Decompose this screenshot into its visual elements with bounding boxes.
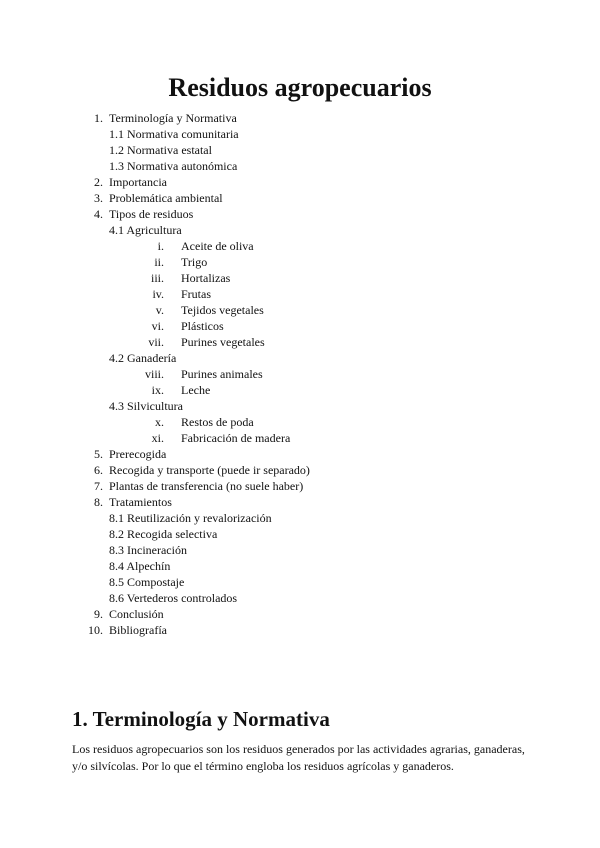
toc-item-label: Aceite de oliva [181, 239, 254, 253]
toc-entry [0, 494, 600, 510]
toc-subentry-label: 8.1 Reutilización y revalorización [109, 511, 272, 525]
toc-entry-label: Recogida y transporte (puede ir separado) [109, 463, 310, 477]
toc-entry-label: Importancia [109, 175, 167, 189]
toc-item-label: Trigo [181, 255, 208, 269]
toc-entry-label: Plantas de transferencia (no suele haber) [109, 479, 304, 493]
toc-subentry-label: 8.2 Recogida selectiva [109, 527, 218, 541]
toc-entry-label: Tratamientos [109, 495, 172, 509]
toc-subentry-label: 8.3 Incineración [109, 543, 187, 557]
toc-entry [0, 398, 600, 414]
toc-entry-label: Bibliografía [109, 623, 167, 637]
toc-item-roman-number: vi. [151, 319, 164, 333]
toc-item-roman-number: viii. [144, 367, 164, 381]
toc-entry [0, 414, 600, 430]
toc-entry [0, 430, 600, 446]
toc-entry [0, 206, 600, 222]
toc-entry-number: 9. [94, 607, 103, 621]
toc-entry-label: Conclusión [109, 607, 164, 621]
toc-item-roman-number: x. [155, 415, 164, 429]
toc-entry-number: 1. [94, 111, 103, 125]
section-heading: 1. Terminología y Normativa [72, 707, 330, 731]
toc-entry-number: 2. [94, 175, 103, 189]
toc-entry-number: 6. [94, 463, 103, 477]
toc-item-roman-number: ix. [151, 383, 164, 397]
toc-entry-number: 3. [94, 191, 103, 205]
toc-item-roman-number: ii. [154, 255, 164, 269]
toc-entry [0, 158, 600, 174]
toc-subentry-label: 8.4 Alpechín [109, 559, 171, 573]
toc-entry-number: 7. [94, 479, 103, 493]
toc-subentry-label: 8.6 Vertederos controlados [109, 591, 238, 605]
toc-entry-label: Prerecogida [109, 447, 167, 461]
toc-entry [0, 126, 600, 142]
toc-entry [0, 270, 600, 286]
toc-entry [0, 446, 600, 462]
toc-entry [0, 286, 600, 302]
toc-entry [0, 382, 600, 398]
toc-item-label: Fabricación de madera [181, 431, 291, 445]
toc-entry [0, 606, 600, 622]
toc-entry [0, 254, 600, 270]
toc-entry-number: 4. [94, 207, 103, 221]
toc-item-roman-number: iv. [152, 287, 164, 301]
toc-item-roman-number: vii. [148, 335, 164, 349]
toc-item-roman-number: v. [155, 303, 164, 317]
toc-entry-label: Terminología y Normativa [109, 111, 237, 125]
toc-item-label: Purines animales [181, 367, 263, 381]
toc-entry [0, 222, 600, 238]
toc-entry [0, 302, 600, 318]
toc-entry-label: Problemática ambiental [109, 191, 223, 205]
toc-entry [0, 334, 600, 350]
toc-entry [0, 590, 600, 606]
toc-entry [0, 542, 600, 558]
document-title: Residuos agropecuarios [168, 73, 432, 102]
toc-entry-number: 10. [88, 623, 103, 637]
toc-subentry-label: 1.3 Normativa autonómica [109, 159, 238, 173]
toc-entry-number: 5. [94, 447, 103, 461]
toc-item-label: Tejidos vegetales [181, 303, 264, 317]
toc-entry [0, 622, 600, 638]
toc-item-roman-number: xi. [151, 431, 164, 445]
toc-entry [0, 110, 600, 126]
toc-subentry-label: 8.5 Compostaje [109, 575, 185, 589]
toc-subentry-label: 4.3 Silvicultura [109, 399, 183, 413]
toc-entry [0, 574, 600, 590]
toc-entry-label: Tipos de residuos [109, 207, 194, 221]
toc-item-roman-number: i. [157, 239, 164, 253]
toc-subentry-label: 4.2 Ganadería [109, 351, 177, 365]
toc-entry [0, 366, 600, 382]
toc-item-roman-number: iii. [150, 271, 164, 285]
toc-subentry-label: 4.1 Agricultura [109, 223, 182, 237]
toc-entry [0, 478, 600, 494]
toc-item-label: Purines vegetales [181, 335, 265, 349]
toc-item-label: Plásticos [181, 319, 224, 333]
toc-entry [0, 174, 600, 190]
toc-item-label: Leche [181, 383, 211, 397]
toc-item-label: Frutas [181, 287, 211, 301]
toc-entry [0, 238, 600, 254]
toc-subentry-label: 1.2 Normativa estatal [109, 143, 212, 157]
toc-item-label: Restos de poda [181, 415, 254, 429]
toc-entry [0, 558, 600, 574]
toc-entry [0, 350, 600, 366]
toc-entry [0, 462, 600, 478]
table-of-contents [0, 110, 600, 638]
toc-entry-number: 8. [94, 495, 103, 509]
toc-entry [0, 190, 600, 206]
section-paragraph: Los residuos agropecuarios son los residuos generados por las actividades agrarias, ganaderas, y/o silvícolas. Por lo que el término engloba los residuos agrícolas y ganaderos. [72, 742, 525, 773]
toc-entry [0, 526, 600, 542]
toc-subentry-label: 1.1 Normativa comunitaria [109, 127, 239, 141]
toc-item-label: Hortalizas [181, 271, 231, 285]
toc-entry [0, 142, 600, 158]
toc-entry [0, 510, 600, 526]
toc-entry [0, 318, 600, 334]
